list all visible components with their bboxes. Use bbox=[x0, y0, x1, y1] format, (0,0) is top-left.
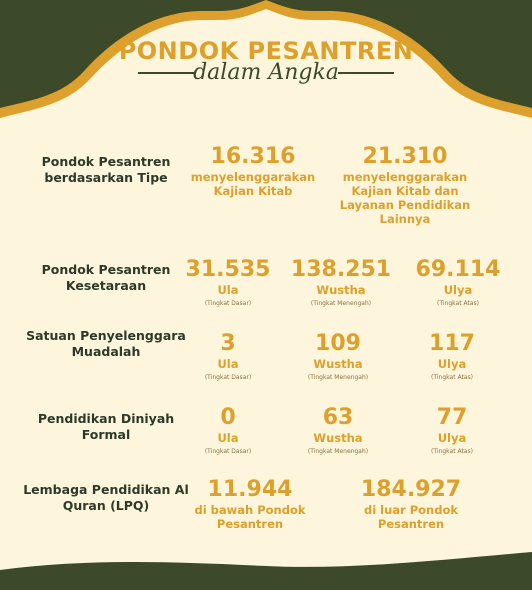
stat-desc: Ula bbox=[217, 431, 239, 445]
stat-value: 184.927 bbox=[360, 477, 462, 502]
row-label-tipe: Pondok Pesantren berdasarkan Tipe bbox=[41, 154, 171, 185]
stat-value: 31.535 bbox=[185, 257, 271, 282]
stat-note: (Tingkat Menengah) bbox=[310, 300, 372, 307]
stat-kesetaraan-ula bbox=[173, 257, 283, 307]
stat-value: 69.114 bbox=[415, 257, 501, 282]
stat-note: (Tingkat Atas) bbox=[431, 374, 473, 381]
stat-desc: Wustha bbox=[313, 431, 363, 445]
stat-note: (Tingkat Dasar) bbox=[204, 374, 252, 381]
stat-value: 77 bbox=[436, 405, 468, 430]
stat-note: (Tingkat Menengah) bbox=[307, 374, 369, 381]
stat-value: 11.944 bbox=[207, 477, 293, 502]
page-subtitle: dalam Angka bbox=[193, 60, 339, 85]
row-label-diniyah: Pendidikan Diniyah Formal bbox=[37, 411, 175, 442]
row-label-kesetaraan: Pondok Pesantren Kesetaraan bbox=[41, 262, 171, 293]
stat-lpq-di-bawah bbox=[180, 477, 320, 531]
stat-diniyah-wustha bbox=[283, 405, 393, 455]
stat-desc: Ula bbox=[217, 357, 239, 371]
stat-desc: menyelenggarakan Kajian Kitab bbox=[190, 170, 316, 198]
stat-note: (Tingkat Menengah) bbox=[307, 448, 369, 455]
stat-desc: Ula bbox=[217, 283, 239, 297]
stat-note: (Tingkat Dasar) bbox=[204, 448, 252, 455]
stat-value: 63 bbox=[322, 405, 354, 430]
stat-kesetaraan-ulya bbox=[403, 257, 513, 307]
stat-diniyah-ula bbox=[173, 405, 283, 455]
stat-desc: Wustha bbox=[316, 283, 366, 297]
stat-desc: Ulya bbox=[437, 431, 467, 445]
stat-value: 117 bbox=[429, 331, 475, 356]
stat-desc: Ulya bbox=[443, 283, 473, 297]
stat-muadalah-ulya bbox=[397, 331, 507, 381]
stat-muadalah-ula bbox=[173, 331, 283, 381]
row-label-lpq: Lembaga Pendidikan Al Quran (LPQ) bbox=[23, 482, 189, 513]
stat-desc: menyelenggarakan Kajian Kitab dan Layanan Pendidikan Lainnya bbox=[339, 170, 471, 226]
page-title: PONDOK PESANTREN bbox=[118, 37, 414, 65]
stat-note: (Tingkat Atas) bbox=[431, 448, 473, 455]
stat-kesetaraan-wustha bbox=[286, 257, 396, 307]
stat-value: 16.316 bbox=[210, 144, 296, 169]
stat-desc: Wustha bbox=[313, 357, 363, 371]
row-label-muadalah: Satuan Penyelenggara Muadalah bbox=[26, 328, 186, 359]
stat-muadalah-wustha bbox=[283, 331, 393, 381]
stat-kajian-kitab bbox=[183, 144, 323, 198]
stat-note: (Tingkat Atas) bbox=[437, 300, 479, 307]
stat-desc: di luar Pondok Pesantren bbox=[363, 503, 459, 531]
stat-value: 0 bbox=[220, 405, 236, 430]
stat-lpq-di-luar bbox=[341, 477, 481, 531]
stat-kajian-kitab-layanan bbox=[335, 144, 475, 226]
stat-value: 21.310 bbox=[362, 144, 448, 169]
stat-note: (Tingkat Dasar) bbox=[204, 300, 252, 307]
stat-desc: di bawah Pondok Pesantren bbox=[194, 503, 306, 531]
stat-value: 3 bbox=[220, 331, 236, 356]
stat-value: 109 bbox=[315, 331, 361, 356]
stat-value: 138.251 bbox=[290, 257, 392, 282]
stat-diniyah-ulya bbox=[397, 405, 507, 455]
stat-desc: Ulya bbox=[437, 357, 467, 371]
